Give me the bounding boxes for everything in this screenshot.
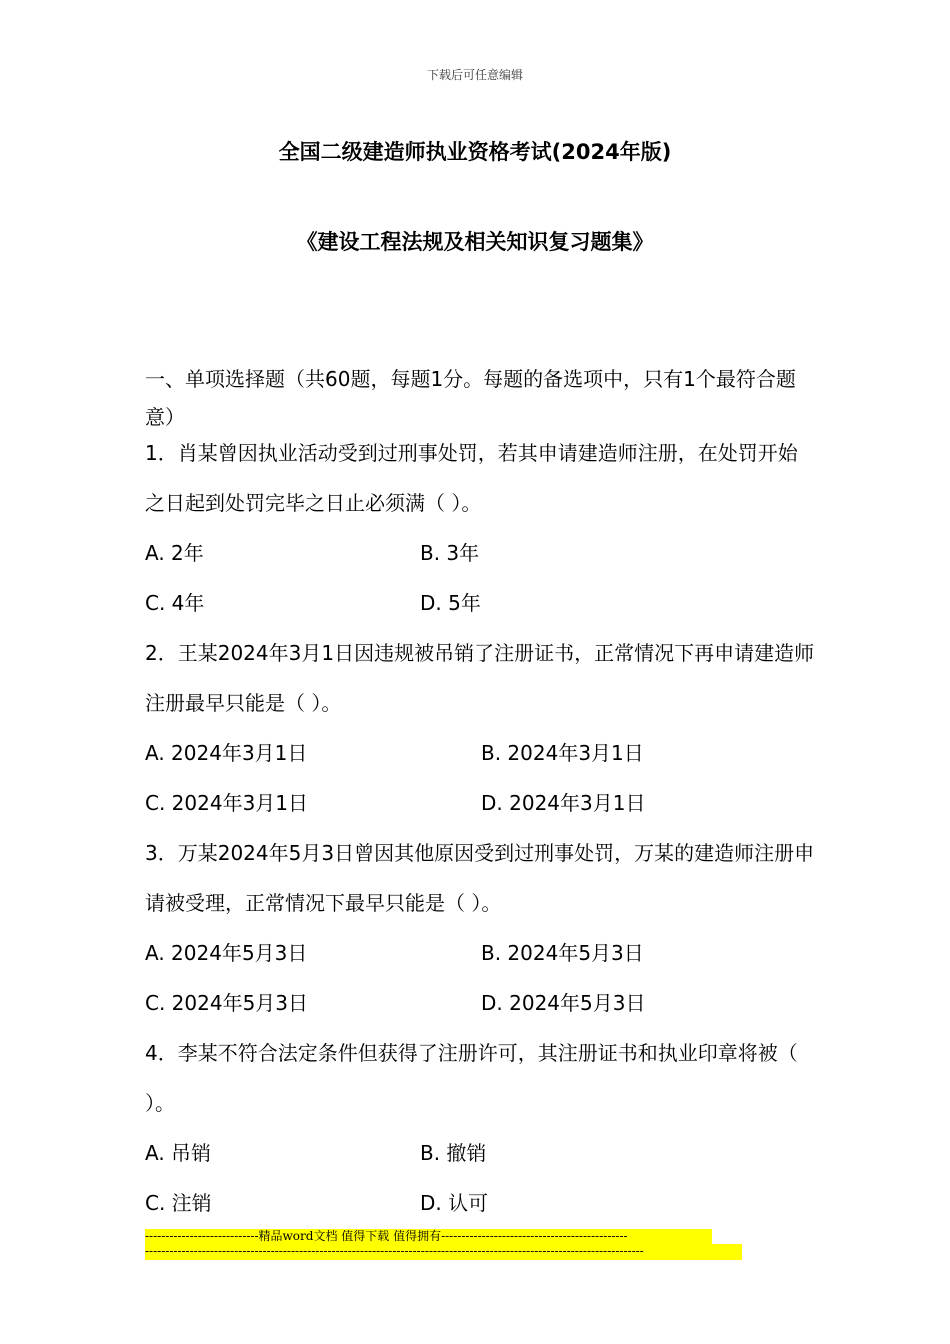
footer-banner: ----------------------------精品word文档 值得下载 值得拥有---------------------------------------------- [145,1229,712,1244]
option-c: C. 注销 [145,1191,212,1215]
option-d: D. 认可 [420,1191,489,1215]
option-row [145,578,815,628]
option-row [145,978,815,1028]
option-row [145,1178,815,1228]
option-row [145,928,815,978]
option-c: C. 4年 [145,591,205,615]
option-d: D. 2024年5月3日 [481,991,646,1015]
question-2 [145,628,815,828]
option-c: C. 2024年3月1日 [145,791,309,815]
question-3 [145,828,815,1028]
question-text: 4．李某不符合法定条件但获得了注册许可，其注册证书和执业印章将被（ ）。 [145,1041,798,1115]
option-b: B. 3年 [420,541,480,565]
page-header: 下载后可任意编辑 [426,68,523,82]
option-row [145,1128,815,1178]
option-row [145,728,815,778]
question-text: 1．肖某曾因执业活动受到过刑事处罚，若其申请建造师注册，在处罚开始之日起到处罚完毕之日止必须满（ ）。 [145,441,798,515]
question-4 [145,1028,815,1228]
page-footer [145,1229,742,1260]
question-text: 2．王某2024年3月1日因违规被吊销了注册证书，正常情况下再申请建造师注册最早只能是（ ）。 [145,641,815,715]
option-a: A. 吊销 [145,1141,212,1165]
option-b: B. 2024年3月1日 [481,741,644,765]
section-heading: 一、单项选择题（共60题，每题1分。每题的备选项中，只有1个最符合题意） [145,367,796,429]
option-d: D. 2024年3月1日 [481,791,646,815]
footer-divider: --------------------------------------------------------------------------------------------------------------------------- [145,1244,742,1260]
option-a: A. 2年 [145,541,204,565]
option-b: B. 撤销 [420,1141,487,1165]
document-subtitle: 《建设工程法规及相关知识复习题集》 [296,230,654,254]
document-title: 全国二级建造师执业资格考试(2024年版) [278,140,672,164]
option-a: A. 2024年3月1日 [145,741,308,765]
question-text: 3．万某2024年5月3日曾因其他原因受到过刑事处罚，万某的建造师注册申请被受理，正常情况下最早只能是（ ）。 [145,841,815,915]
option-row [145,528,815,578]
question-1 [145,428,815,628]
option-d: D. 5年 [420,591,481,615]
option-row [145,778,815,828]
option-a: A. 2024年5月3日 [145,941,308,965]
option-b: B. 2024年5月3日 [481,941,644,965]
question-list [145,428,815,1228]
option-c: C. 2024年5月3日 [145,991,309,1015]
